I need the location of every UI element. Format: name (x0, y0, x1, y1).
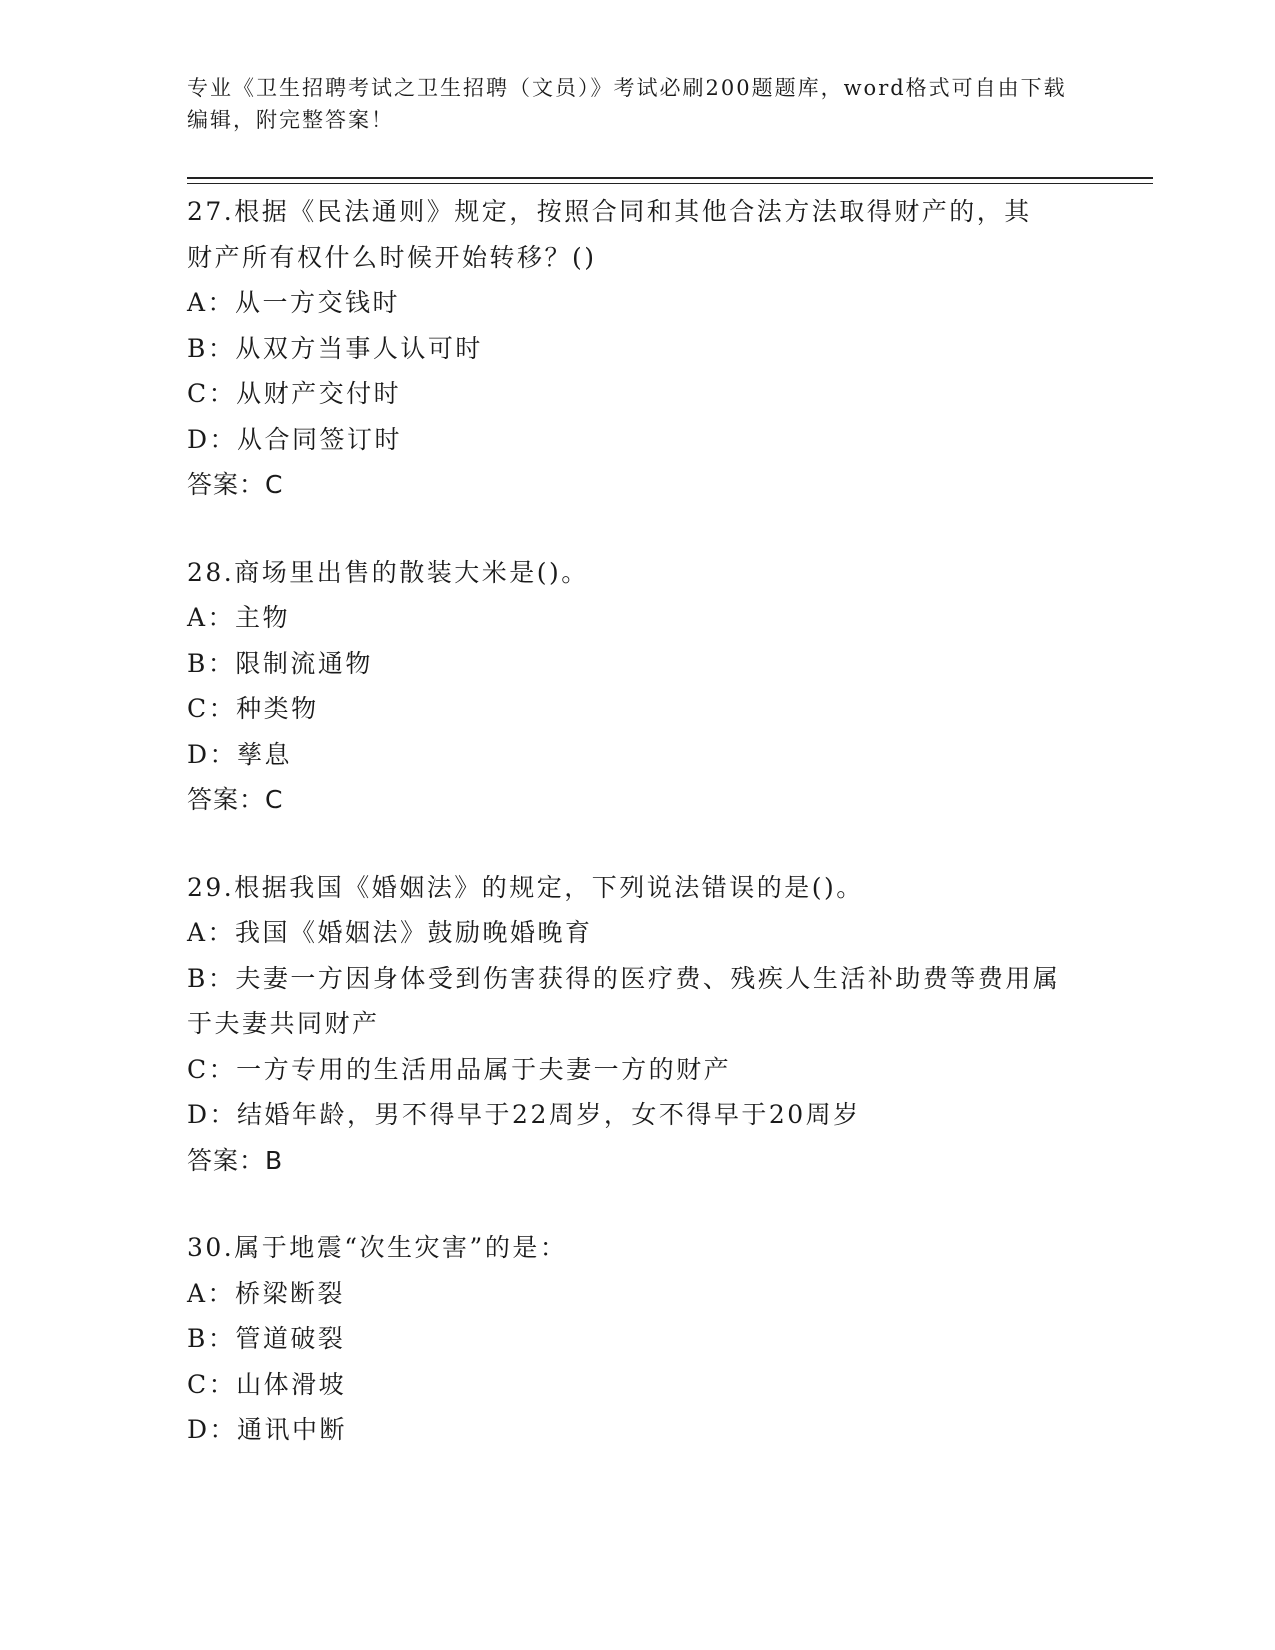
question-28 (187, 550, 1087, 823)
option-a: A：主物 (187, 603, 291, 632)
question-29 (187, 865, 1087, 1184)
option-d: D：通讯中断 (187, 1415, 348, 1444)
question-stem: 29.根据我国《婚姻法》的规定，下列说法错误的是()。 (187, 872, 864, 902)
answer: 答案：C (187, 470, 284, 499)
question-list (187, 189, 1087, 1495)
question-30 (187, 1225, 1087, 1453)
option-b: B：从双方当事人认可时 (187, 333, 483, 363)
option-c: C：从财产交付时 (187, 379, 402, 408)
document-header: 专业《卫生招聘考试之卫生招聘（文员）》考试必刷200题题库，word格式可自由下载编辑，附完整答案！ (187, 76, 1067, 132)
option-d: D：结婚年龄，男不得早于22周岁，女不得早于20周岁 (187, 1100, 861, 1129)
option-b: B：夫妻一方因身体受到伤害获得的医疗费、残疾人生活补助费等费用属于夫妻共同财产 (187, 963, 1061, 1038)
option-d: D：孳息 (187, 739, 293, 769)
option-b: B：限制流通物 (187, 648, 373, 678)
header-divider-thick (187, 177, 1153, 179)
question-27 (187, 189, 1087, 508)
option-a: A：桥梁断裂 (187, 1278, 346, 1308)
option-a: A：我国《婚姻法》鼓励晚婚晚育 (187, 918, 593, 947)
option-b: B：管道破裂 (187, 1324, 346, 1353)
option-d: D：从合同签订时 (187, 424, 403, 454)
header-divider-thin (187, 183, 1153, 184)
answer: 答案：B (187, 1145, 284, 1175)
question-stem: 27.根据《民法通则》规定，按照合同和其他合法方法取得财产的，其 (187, 197, 1032, 226)
option-c: C：山体滑坡 (187, 1369, 347, 1399)
question-stem: 28.商场里出售的散装大米是()。 (187, 557, 589, 587)
option-c: C：种类物 (187, 694, 319, 723)
question-stem-continued: 财产所有权什么时候开始转移？() (187, 242, 597, 272)
option-a: A：从一方交钱时 (187, 288, 401, 317)
question-stem: 30.属于地震“次生灾害”的是： (187, 1233, 568, 1262)
answer: 答案：C (187, 785, 284, 814)
option-c: C：一方专用的生活用品属于夫妻一方的财产 (187, 1054, 732, 1084)
